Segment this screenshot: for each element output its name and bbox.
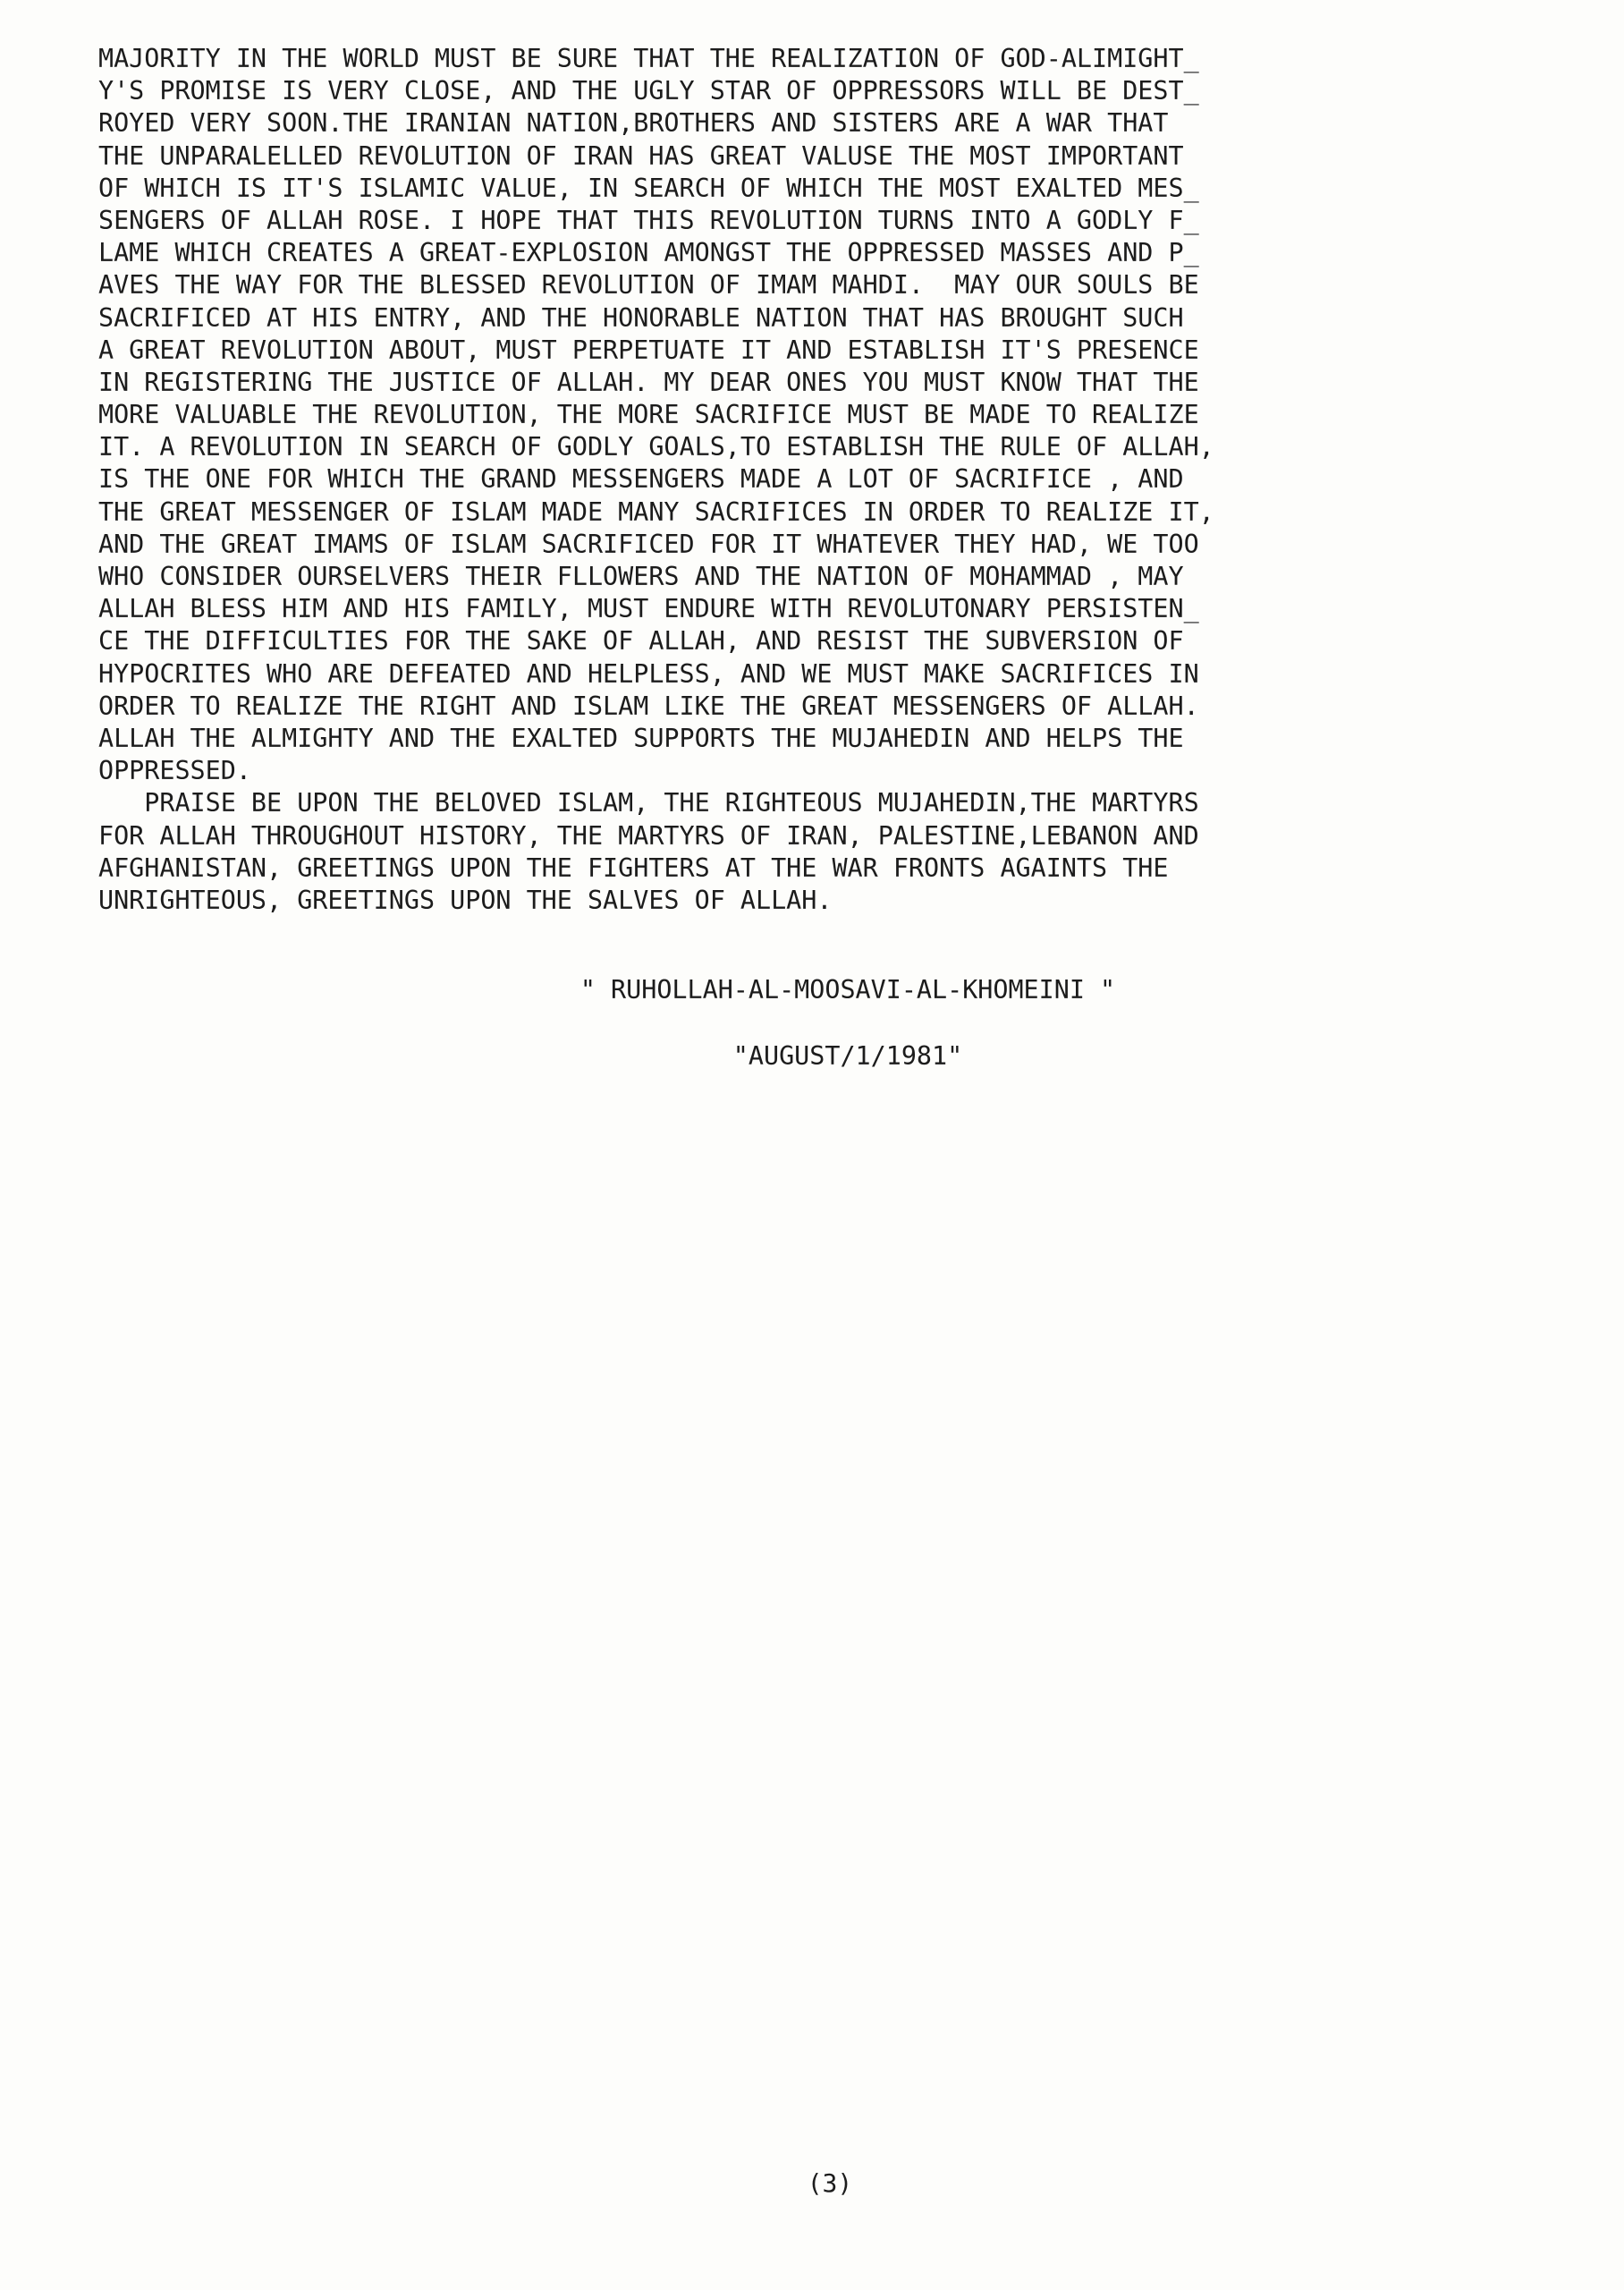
text-line: UNRIGHTEOUS, GREETINGS UPON THE SALVES OF ALLAH. — [98, 885, 833, 915]
text-line: ALLAH THE ALMIGHTY AND THE EXALTED SUPPORTS THE MUJAHEDIN AND HELPS THE — [98, 723, 1184, 753]
text-line: OPPRESSED. — [98, 756, 251, 786]
text-line: MAJORITY IN THE WORLD MUST BE SURE THAT THE REALIZATION OF GOD-ALIMIGHT_ — [98, 44, 1199, 73]
text-line: IT. A REVOLUTION IN SEARCH OF GODLY GOALS,TO ESTABLISH THE RULE OF ALLAH, — [98, 432, 1214, 462]
text-line: FOR ALLAH THROUGHOUT HISTORY, THE MARTYRS OF IRAN, PALESTINE,LEBANON AND — [98, 820, 1199, 851]
text-line: A GREAT REVOLUTION ABOUT, MUST PERPETUATE IT AND ESTABLISH IT'S PRESENCE — [98, 335, 1199, 365]
text-line: LAME WHICH CREATES A GREAT-EXPLOSION AMONGST THE OPPRESSED MASSES AND P_ — [98, 238, 1199, 268]
text-line: THE UNPARALELLED REVOLUTION OF IRAN HAS GREAT VALUSE THE MOST IMPORTANT — [98, 140, 1184, 171]
signature-date: "AUGUST/1/1981" — [732, 1041, 963, 1071]
signature-name: " RUHOLLAH-AL-MOOSAVI-AL-KHOMEINI " — [579, 975, 1116, 1005]
text-line: AND THE GREAT IMAMS OF ISLAM SACRIFICED FOR IT WHATEVER THEY HAD, WE TOO — [98, 529, 1199, 559]
text-line: PRAISE BE UPON THE BELOVED ISLAM, THE RIGHTEOUS MUJAHEDIN,THE MARTYRS — [98, 788, 1199, 818]
text-line: ROYED VERY SOON.THE IRANIAN NATION,BROTHERS AND SISTERS ARE A WAR THAT — [98, 108, 1169, 139]
text-line: MORE VALUABLE THE REVOLUTION, THE MORE SACRIFICE MUST BE MADE TO REALIZE — [98, 400, 1199, 430]
page-number: (3) — [807, 2168, 853, 2198]
text-line: AVES THE WAY FOR THE BLESSED REVOLUTION OF IMAM MAHDI. MAY OUR SOULS BE — [98, 270, 1199, 301]
text-line: OF WHICH IS IT'S ISLAMIC VALUE, IN SEARCH OF WHICH THE MOST EXALTED MES_ — [98, 173, 1199, 203]
text-line: SENGERS OF ALLAH ROSE. I HOPE THAT THIS REVOLUTION TURNS INTO A GODLY F_ — [98, 205, 1199, 235]
text-line: Y'S PROMISE IS VERY CLOSE, AND THE UGLY STAR OF OPPRESSORS WILL BE DEST_ — [98, 76, 1199, 106]
text-line: IN REGISTERING THE JUSTICE OF ALLAH. MY DEAR ONES YOU MUST KNOW THAT THE — [98, 367, 1199, 397]
text-line: SACRIFICED AT HIS ENTRY, AND THE HONORABLE NATION THAT HAS BROUGHT SUCH — [98, 302, 1184, 333]
text-line: CE THE DIFFICULTIES FOR THE SAKE OF ALLAH, AND RESIST THE SUBVERSION OF — [98, 626, 1184, 657]
text-line: IS THE ONE FOR WHICH THE GRAND MESSENGERS MADE A LOT OF SACRIFICE , AND — [98, 464, 1184, 495]
text-line: THE GREAT MESSENGER OF ISLAM MADE MANY SACRIFICES IN ORDER TO REALIZE IT, — [98, 496, 1214, 527]
text-line: WHO CONSIDER OURSELVERS THEIR FLLOWERS AND THE NATION OF MOHAMMAD , MAY — [98, 562, 1184, 591]
text-line: ALLAH BLESS HIM AND HIS FAMILY, MUST ENDURE WITH REVOLUTONARY PERSISTEN_ — [98, 594, 1199, 624]
text-line: ORDER TO REALIZE THE RIGHT AND ISLAM LIKE THE GREAT MESSENGERS OF ALLAH. — [98, 691, 1199, 721]
body-text — [98, 43, 1529, 917]
text-line: AFGHANISTAN, GREETINGS UPON THE FIGHTERS AT THE WAR FRONTS AGAINTS THE — [98, 852, 1169, 883]
text-line: HYPOCRITES WHO ARE DEFEATED AND HELPLESS, AND WE MUST MAKE SACRIFICES IN — [98, 658, 1199, 689]
